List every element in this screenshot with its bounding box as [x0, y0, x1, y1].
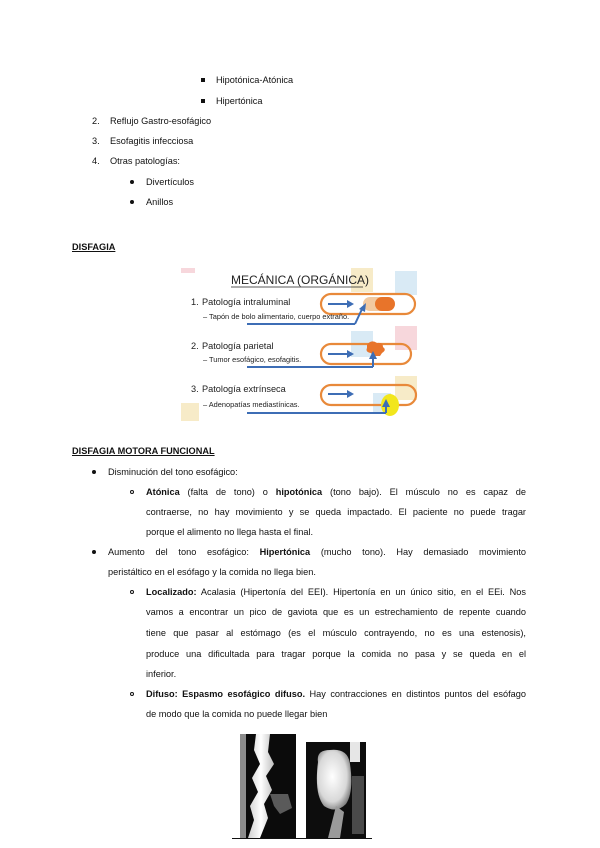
- slide-item-parietal: Patología parietal: [202, 341, 274, 351]
- sub-item-hipotonica: Hipotónica-Atónica: [216, 75, 294, 85]
- motora-bullet-disminucion: Disminución del tono esofágico:: [108, 467, 238, 477]
- localizado-line-5: inferior.: [146, 669, 177, 679]
- slide-item-num: 3.: [191, 384, 199, 394]
- difuso-line-2: de modo que la comida no puede llegar bien: [146, 709, 328, 719]
- slide-item-extrinseca: Patología extrínseca: [202, 384, 286, 394]
- ring-bullet-icon: [130, 692, 134, 696]
- localizado-line-1: Localizado: Acalasia (Hipertonía del EEI). Hipertonía en un único sitio, en el EEi. Nos: [146, 587, 526, 597]
- atonica-line-2: contraerse, no hay movimiento y se queda impactado. El paciente no puede tragar: [146, 507, 526, 517]
- slide-item-intraluminal: Patología intraluminal: [202, 297, 291, 307]
- mecanica-slide-graphic: [181, 265, 419, 422]
- aumento-line-1: Aumento del tono esofágico: Hipertónica (mucho tono). Hay demasiado movimiento: [108, 547, 526, 557]
- dot-bullet-icon: [92, 470, 96, 474]
- list-num: 2.: [92, 116, 100, 126]
- list-item-diverticulos: Divertículos: [146, 177, 194, 187]
- atonica-line-1: Atónica (falta de tono) o hipotónica (tono bajo). El músculo no es capaz de: [146, 487, 526, 497]
- square-bullet-icon: [201, 99, 205, 103]
- slide-sub-intraluminal: – Tapón de bolo alimentario, cuerpo extraño.: [203, 312, 350, 321]
- list-item-reflujo: Reflujo Gastro-esofágico: [110, 116, 212, 126]
- list-item-otras: Otras patologías:: [110, 156, 180, 166]
- dot-bullet-icon: [92, 550, 96, 554]
- sub-item-hipertonica: Hipertónica: [216, 96, 263, 106]
- atonica-line-3: porque el alimento no llega hasta el final.: [146, 527, 314, 537]
- square-bullet-icon: [201, 78, 205, 82]
- slide-title: MECÁNICA (ORGÁNICA): [231, 273, 370, 287]
- image-baseline-divider: [232, 838, 372, 839]
- ring-bullet-icon: [130, 490, 134, 494]
- list-item-esofagitis: Esofagitis infecciosa: [110, 136, 194, 146]
- aumento-line-2: peristáltico en el esófago y la comida no llega bien.: [108, 567, 316, 577]
- list-num: 3.: [92, 136, 100, 146]
- dot-bullet-icon: [130, 180, 134, 184]
- slide-item-num: 2.: [191, 341, 199, 351]
- difuso-line-1: Difuso: Espasmo esofágico difuso. Hay contracciones en distintos puntos del esófago: [146, 689, 526, 699]
- list-item-anillos: Anillos: [146, 197, 174, 207]
- xray-image-2: [306, 742, 366, 838]
- slide-sub-parietal: – Tumor esofágico, esofagitis.: [203, 355, 302, 364]
- list-num: 4.: [92, 156, 100, 166]
- localizado-line-4: produce una dificultada para tragar porque la comida no pasa y se queda en el: [146, 649, 526, 659]
- xray-image-1: [240, 734, 296, 838]
- slide-sub-extrinseca: – Adenopatías mediastínicas.: [203, 400, 300, 409]
- section-heading-disfagia: DISFAGIA: [72, 242, 116, 252]
- ring-bullet-icon: [130, 590, 134, 594]
- localizado-line-3: tiene que pasar al estómago (es el músculo contrayendo, no es una estenosis),: [146, 628, 526, 638]
- mecanica-figure: [181, 265, 419, 422]
- dot-bullet-icon: [130, 200, 134, 204]
- slide-item-num: 1.: [191, 297, 199, 307]
- section-heading-motora: DISFAGIA MOTORA FUNCIONAL: [72, 446, 215, 456]
- localizado-line-2: vamos a encontrar un pico de gaviota que es un estrechamiento de repente cuando: [146, 607, 526, 617]
